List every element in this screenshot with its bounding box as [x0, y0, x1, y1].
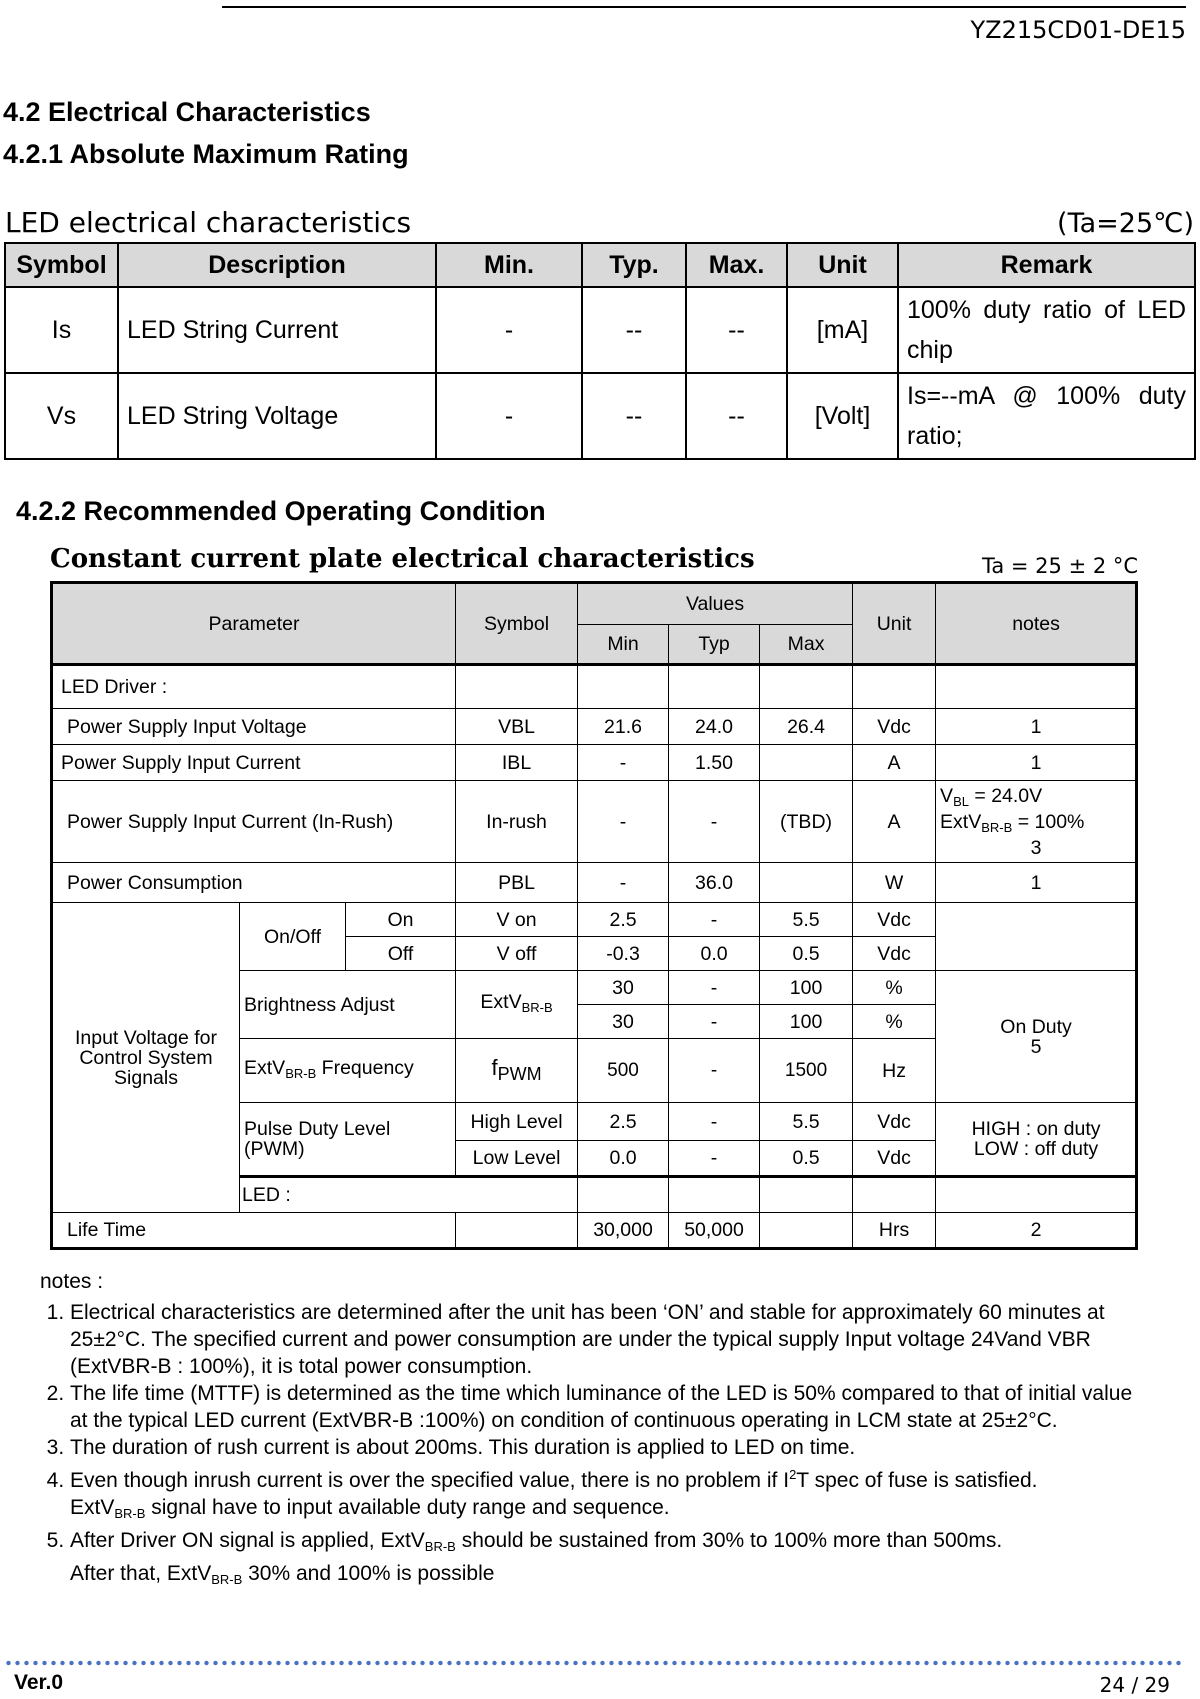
- cell: -: [436, 373, 582, 459]
- cell: [936, 903, 1137, 971]
- cell: Vdc: [853, 903, 936, 937]
- cell: 1500: [760, 1039, 853, 1103]
- cell: -: [669, 971, 760, 1005]
- header-max: Max: [760, 625, 853, 665]
- frequency-label: ExtV$_{BR-B}$ Frequency: [240, 1039, 456, 1103]
- cell: Vdc: [853, 709, 936, 745]
- cell: VBL: [456, 709, 578, 745]
- pulse-duty-label: Pulse Duty Level (PWM): [240, 1103, 456, 1177]
- header-cell: Unit: [787, 243, 898, 287]
- list-item: 2. The life time (MTTF) is determined as the time which luminance of the LED is 50% compared to that of initial value at the typical LED current (ExtVBR-B :100%) on condition of continuous operating in LCM state at 25±2°C.: [70, 1380, 1150, 1434]
- footer-dotted-rule: [4, 1660, 1184, 1666]
- table-row: [52, 863, 1137, 903]
- cell: %: [853, 1005, 936, 1039]
- cell: In-rush: [456, 781, 578, 863]
- section-4-2-1-title: 4.2.1 Absolute Maximum Rating: [3, 139, 409, 169]
- table-row: [5, 373, 1195, 459]
- cell: 500: [578, 1039, 669, 1103]
- section-4-2-2-title: 4.2.2 Recommended Operating Condition: [16, 496, 546, 526]
- table-row: [52, 745, 1137, 781]
- header-cell: Description: [118, 243, 436, 287]
- notes-title: notes :: [40, 1270, 104, 1293]
- table-row: [5, 287, 1195, 373]
- header-cell: Remark: [898, 243, 1195, 287]
- cell: 5.5: [760, 903, 853, 937]
- version-label: Ver.0: [14, 1671, 64, 1694]
- cell: -: [669, 1005, 760, 1039]
- cell: Is=--mA @ 100% duty ratio;: [898, 373, 1195, 459]
- cell: Off: [346, 937, 456, 971]
- cell: 2: [936, 1213, 1137, 1249]
- table1-condition: (Ta=25℃): [1057, 208, 1194, 239]
- cell: --: [686, 373, 787, 459]
- cell: -: [669, 1103, 760, 1141]
- header-symbol: Symbol: [456, 583, 578, 665]
- cell: [Volt]: [787, 373, 898, 459]
- cell: Vdc: [853, 937, 936, 971]
- cell: 0.5: [760, 1141, 853, 1177]
- cell: High Level: [456, 1103, 578, 1141]
- cell: 21.6: [578, 709, 669, 745]
- header-unit: Unit: [853, 583, 936, 665]
- cell: -: [669, 1039, 760, 1103]
- cell: Power Consumption: [52, 863, 456, 903]
- header-parameter: Parameter: [52, 583, 456, 665]
- table-header-row: [52, 583, 1137, 625]
- table-row: [52, 781, 1137, 863]
- cell: -: [578, 863, 669, 903]
- cell: Life Time: [52, 1213, 456, 1249]
- cell: On: [346, 903, 456, 937]
- brightness-adjust-label: Brightness Adjust: [240, 971, 456, 1039]
- operating-condition-table: [50, 581, 1138, 1250]
- cell: 24.0: [669, 709, 760, 745]
- section-4-2-title: 4.2 Electrical Characteristics: [3, 97, 371, 127]
- cell: 1.50: [669, 745, 760, 781]
- cell: 100% duty ratio of LED chip: [898, 287, 1195, 373]
- cell: 1: [936, 709, 1137, 745]
- on-duty-note: On Duty 5: [936, 971, 1137, 1103]
- cell: --: [582, 287, 686, 373]
- cell: [760, 863, 853, 903]
- table2-caption: Constant current plate electrical characteristics: [50, 544, 755, 574]
- cell: -: [669, 1141, 760, 1177]
- cell: (TBD): [760, 781, 853, 863]
- cell: W: [853, 863, 936, 903]
- cell: LED String Voltage: [118, 373, 436, 459]
- table1-caption: LED electrical characteristics: [5, 206, 412, 239]
- cell: --: [582, 373, 686, 459]
- cell: -: [578, 781, 669, 863]
- duty-level-note: HIGH : on duty LOW : off duty: [936, 1103, 1137, 1177]
- brightness-symbol: ExtV$_{BR-B}$: [456, 971, 578, 1039]
- cell: Vs: [5, 373, 118, 459]
- cell: A: [853, 745, 936, 781]
- onoff-label: On/Off: [240, 903, 346, 971]
- header-cell: Min.: [436, 243, 582, 287]
- led-driver-label: LED Driver :: [52, 665, 456, 709]
- cell: 0.5: [760, 937, 853, 971]
- cell: 26.4: [760, 709, 853, 745]
- cell: Low Level: [456, 1141, 578, 1177]
- cell: Power Supply Input Voltage: [52, 709, 456, 745]
- header-cell: Symbol: [5, 243, 118, 287]
- table-header-row: [5, 243, 1195, 287]
- led-label: LED :: [240, 1177, 578, 1213]
- cell: [456, 1213, 578, 1249]
- cell: [760, 1213, 853, 1249]
- cell: 2.5: [578, 903, 669, 937]
- cell: Vdc: [853, 1103, 936, 1141]
- cell: 30: [578, 1005, 669, 1039]
- frequency-symbol: $f_{PWM}$: [456, 1039, 578, 1103]
- cell: V on: [456, 903, 578, 937]
- cell: -: [578, 745, 669, 781]
- cell: IBL: [456, 745, 578, 781]
- cell: -: [669, 903, 760, 937]
- cell: [760, 745, 853, 781]
- cell: A: [853, 781, 936, 863]
- cell: 1: [936, 745, 1137, 781]
- cell: PBL: [456, 863, 578, 903]
- cell: 30: [578, 971, 669, 1005]
- header-rule: [222, 6, 1186, 8]
- list-item: 5. After Driver ON signal is applied, ExtV$_{BR-B}$ should be sustained from 30% to 100% more than 500ms. After that, ExtV$_{BR-B}$ 30% and 100% is possible: [70, 1527, 1150, 1593]
- table-row: [52, 709, 1137, 745]
- cell: 2.5: [578, 1103, 669, 1141]
- cell: --: [686, 287, 787, 373]
- cell: LED String Current: [118, 287, 436, 373]
- header-cell: Max.: [686, 243, 787, 287]
- cell: Vdc: [853, 1141, 936, 1177]
- header-cell: Typ.: [582, 243, 686, 287]
- table-row: [52, 665, 1137, 709]
- notes-section: [40, 1268, 1150, 1593]
- header-min: Min: [578, 625, 669, 665]
- table-row: [52, 903, 1137, 937]
- cell: Is: [5, 287, 118, 373]
- cell: Power Supply Input Current: [52, 745, 456, 781]
- table-row: [52, 1213, 1137, 1249]
- cell: -: [436, 287, 582, 373]
- cell: 1: [936, 863, 1137, 903]
- header-typ: Typ: [669, 625, 760, 665]
- document-id: YZ215CD01-DE15: [970, 16, 1186, 44]
- cell: %: [853, 971, 936, 1005]
- header-notes: notes: [936, 583, 1137, 665]
- cell: 5.5: [760, 1103, 853, 1141]
- inrush-note-cell: $V_{BL} = 24.0V$ ExtV$_{BR-B}$ = 100% 3: [936, 781, 1137, 863]
- cell: 100: [760, 1005, 853, 1039]
- cell: Power Supply Input Current (In-Rush): [52, 781, 456, 863]
- table2-condition: Ta = 25 ± 2 °C: [982, 554, 1139, 578]
- cell: 36.0: [669, 863, 760, 903]
- absolute-max-rating-table: [4, 242, 1196, 460]
- list-item: 3. The duration of rush current is about 200ms. This duration is applied to LED on time.: [70, 1434, 1150, 1461]
- notes-list: [40, 1299, 1150, 1593]
- cell: V off: [456, 937, 578, 971]
- cell: 0.0: [669, 937, 760, 971]
- cell: -: [669, 781, 760, 863]
- page-number: 24 / 29: [1099, 1673, 1170, 1697]
- cell: -0.3: [578, 937, 669, 971]
- header-values: Values: [578, 583, 853, 625]
- control-signals-group-label: Input Voltage for Control System Signals: [52, 903, 240, 1213]
- list-item: 1. Electrical characteristics are determined after the unit has been ‘ON’ and stable for approximately 60 minutes at 25±2°C. The specified current and power consumption are under the typical supply Input voltage 24Vand VBR (ExtVBR-B : 100%), it is total power consumption.: [70, 1299, 1150, 1380]
- list-item: 4. Even though inrush current is over the specified value, there is no problem if $I^2T$ spec of fuse is satisfied. ExtV$_{BR-B}$ signal have to input available duty range and sequence.: [70, 1461, 1150, 1527]
- cell: [mA]: [787, 287, 898, 373]
- cell: 50,000: [669, 1213, 760, 1249]
- cell: 0.0: [578, 1141, 669, 1177]
- cell: Hrs: [853, 1213, 936, 1249]
- cell: 100: [760, 971, 853, 1005]
- cell: 30,000: [578, 1213, 669, 1249]
- cell: Hz: [853, 1039, 936, 1103]
